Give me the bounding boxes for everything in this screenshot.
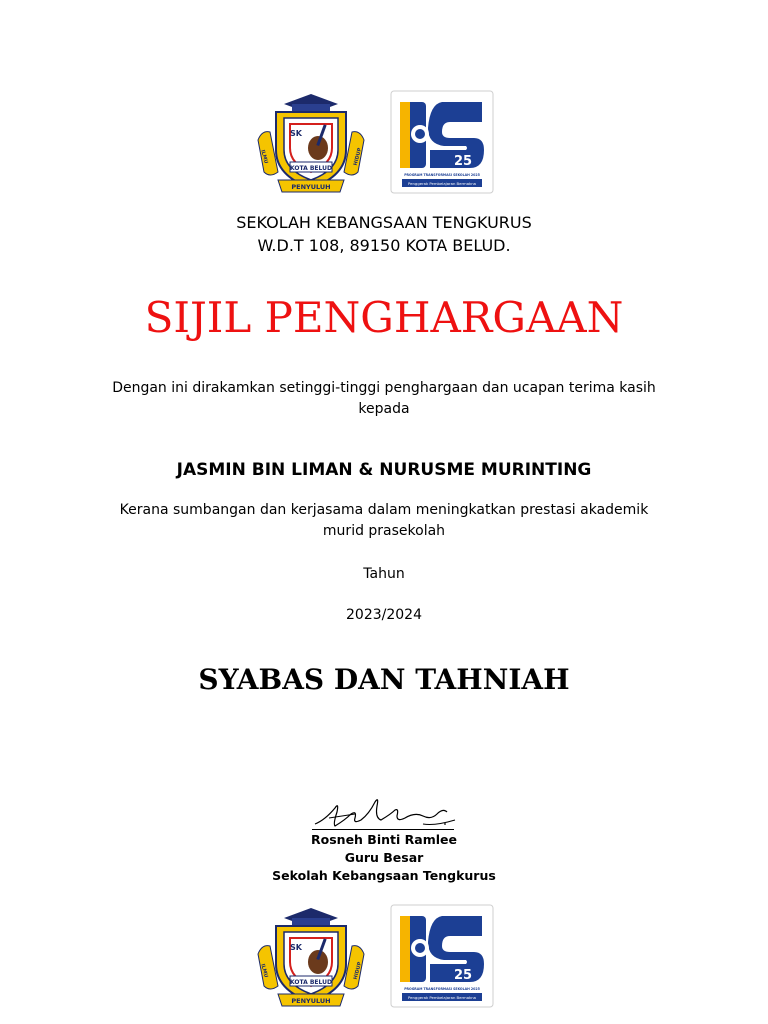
handwritten-signature (305, 790, 460, 834)
crest-motto-center: PENYULUH (291, 183, 331, 191)
recipient-names: JASMIN BIN LIMAN & NURUSME MURINTING (176, 460, 592, 480)
crest-sk-text: SK (290, 129, 302, 138)
year-label: Tahun (363, 566, 405, 582)
ts25-program-text: PROGRAM TRANSFORMASI SEKOLAH 2025 (404, 173, 480, 177)
school-crest-logo (254, 90, 368, 194)
ts25-logo-bottom (390, 904, 494, 1008)
ts25-tagline: Penggerak Pembelajaran Bermakna (408, 181, 476, 186)
crest-motto-right: HIDUP (352, 147, 364, 167)
certificate-title: SIJIL PENGHARGAAN (144, 293, 624, 342)
ts25-number: 25 (454, 154, 473, 169)
year-value: 2023/2024 (346, 607, 422, 623)
signatory-name: Rosneh Binti Ramlee (311, 832, 457, 847)
ts25-program-text-bottom: PROGRAM TRANSFORMASI SEKOLAH 2025 (404, 987, 480, 991)
crest-location-text: KOTA BELUD (290, 165, 332, 172)
bottom-logos (0, 904, 768, 1008)
crest-motto-right-bottom: HIDUP (352, 961, 364, 981)
school-crest-logo-bottom (254, 904, 368, 1008)
signatory-organization: Sekolah Kebangsaan Tengkurus (272, 868, 496, 883)
closing-message: SYABAS DAN TAHNIAH (198, 663, 570, 696)
school-address: W.D.T 108, 89150 KOTA BELUD. (257, 236, 511, 255)
ts25-logo (390, 90, 494, 194)
crest-sk-text-bottom: SK (290, 943, 302, 952)
certificate-intro: Dengan ini dirakamkan setinggi-tinggi penghargaan dan ucapan terima kasih kepada (112, 380, 656, 417)
ts25-number-bottom: 25 (454, 968, 473, 983)
certificate-reason: Kerana sumbangan dan kerjasama dalam meningkatkan prestasi akademik murid prasekolah (119, 502, 649, 539)
crest-motto-left: ILMU (259, 149, 269, 165)
ts25-tagline-bottom: Penggerak Pembelajaran Bermakna (408, 995, 476, 1000)
school-name: SEKOLAH KEBANGSAAN TENGKURUS (236, 213, 532, 232)
crest-motto-center-bottom: PENYULUH (291, 997, 331, 1005)
crest-motto-left-bottom: ILMU (259, 963, 269, 979)
top-logos (0, 90, 768, 194)
signatory-role: Guru Besar (344, 850, 424, 865)
crest-location-text-bottom: KOTA BELUD (290, 979, 332, 986)
signature-line (312, 829, 454, 830)
